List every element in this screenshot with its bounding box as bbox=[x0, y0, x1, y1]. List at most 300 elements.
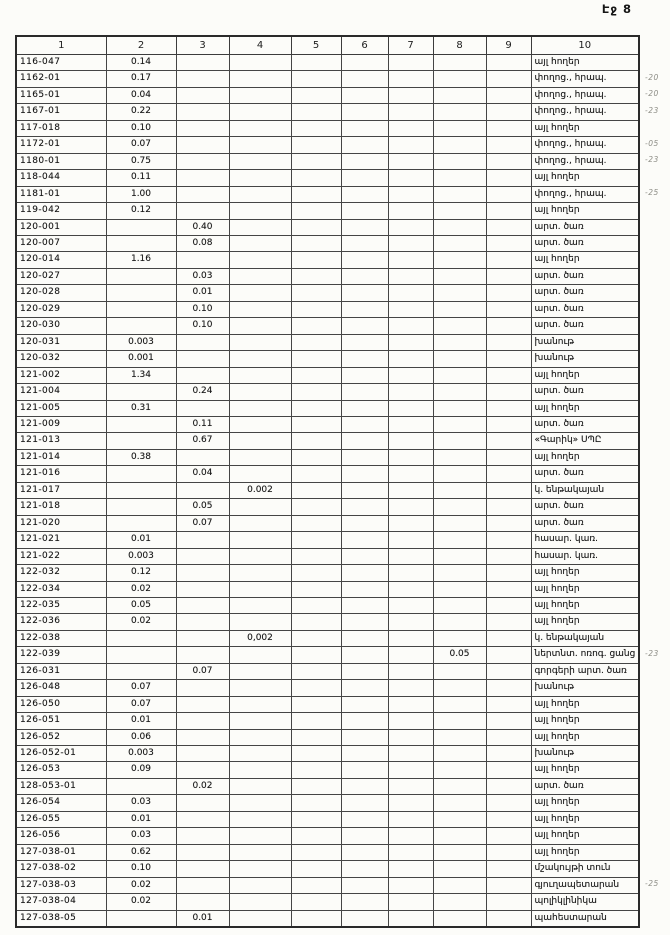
empty-cell bbox=[341, 203, 388, 219]
empty-cell bbox=[388, 120, 433, 136]
parcel-code-cell: 126-055 bbox=[16, 811, 106, 827]
empty-cell bbox=[341, 285, 388, 301]
empty-cell bbox=[341, 120, 388, 136]
empty-cell bbox=[291, 433, 341, 449]
area-value-cell: 0.02 bbox=[106, 877, 176, 893]
empty-cell bbox=[291, 548, 341, 564]
empty-cell bbox=[176, 811, 229, 827]
area-value-cell: 0.31 bbox=[106, 400, 176, 416]
table-row bbox=[16, 186, 639, 202]
area-value-cell: 0.02 bbox=[106, 894, 176, 910]
parcel-code-cell: 120-007 bbox=[16, 235, 106, 251]
empty-cell bbox=[341, 499, 388, 515]
area-value-cell: 0.62 bbox=[106, 844, 176, 860]
empty-cell bbox=[433, 680, 486, 696]
table-row bbox=[16, 71, 639, 87]
landuse-cell: ներտնտ. ոռոգ. ցանց bbox=[531, 647, 639, 663]
empty-cell bbox=[106, 301, 176, 317]
area-value-cell: 0.01 bbox=[176, 285, 229, 301]
empty-cell bbox=[106, 466, 176, 482]
empty-cell bbox=[291, 104, 341, 120]
empty-cell bbox=[176, 71, 229, 87]
empty-cell bbox=[106, 499, 176, 515]
empty-cell bbox=[433, 581, 486, 597]
empty-cell bbox=[486, 367, 531, 383]
table-row bbox=[16, 482, 639, 498]
area-value-cell: 0.03 bbox=[106, 828, 176, 844]
empty-cell bbox=[388, 861, 433, 877]
empty-cell bbox=[486, 153, 531, 169]
empty-cell bbox=[341, 729, 388, 745]
empty-cell bbox=[341, 713, 388, 729]
empty-cell bbox=[486, 219, 531, 235]
empty-cell bbox=[486, 499, 531, 515]
empty-cell bbox=[176, 680, 229, 696]
empty-cell bbox=[176, 828, 229, 844]
empty-cell bbox=[388, 285, 433, 301]
empty-cell bbox=[341, 416, 388, 432]
area-value-cell: 0.02 bbox=[106, 581, 176, 597]
empty-cell bbox=[176, 170, 229, 186]
empty-cell bbox=[176, 630, 229, 646]
area-value-cell: 0.07 bbox=[106, 696, 176, 712]
empty-cell bbox=[433, 87, 486, 103]
empty-cell bbox=[291, 252, 341, 268]
empty-cell bbox=[433, 252, 486, 268]
empty-cell bbox=[433, 795, 486, 811]
landuse-cell: այլ հողեր bbox=[531, 170, 639, 186]
empty-cell bbox=[388, 894, 433, 910]
area-value-cell: 0.10 bbox=[106, 120, 176, 136]
empty-cell bbox=[388, 696, 433, 712]
empty-cell bbox=[229, 663, 291, 679]
empty-cell bbox=[486, 186, 531, 202]
empty-cell bbox=[106, 778, 176, 794]
landuse-cell: արտ. ծառ bbox=[531, 268, 639, 284]
empty-cell bbox=[433, 515, 486, 531]
empty-cell bbox=[433, 400, 486, 416]
area-value-cell: 0.09 bbox=[106, 762, 176, 778]
empty-cell bbox=[388, 499, 433, 515]
empty-cell bbox=[229, 877, 291, 893]
parcel-code-cell: 1165-01 bbox=[16, 87, 106, 103]
area-value-cell: 0.003 bbox=[106, 746, 176, 762]
empty-cell bbox=[433, 910, 486, 927]
landuse-cell: հասար. կառ. bbox=[531, 548, 639, 564]
empty-cell bbox=[291, 828, 341, 844]
table-row bbox=[16, 532, 639, 548]
table-row bbox=[16, 597, 639, 613]
empty-cell bbox=[388, 581, 433, 597]
landuse-cell: արտ. ծառ bbox=[531, 235, 639, 251]
area-value-cell: 0.10 bbox=[176, 301, 229, 317]
empty-cell bbox=[486, 877, 531, 893]
empty-cell bbox=[486, 235, 531, 251]
area-value-cell: 0.01 bbox=[106, 811, 176, 827]
empty-cell bbox=[229, 235, 291, 251]
empty-cell bbox=[176, 894, 229, 910]
empty-cell bbox=[229, 861, 291, 877]
empty-cell bbox=[388, 597, 433, 613]
table-row bbox=[16, 153, 639, 169]
empty-cell bbox=[341, 877, 388, 893]
column-header: 7 bbox=[388, 36, 433, 55]
empty-cell bbox=[341, 186, 388, 202]
empty-cell bbox=[486, 87, 531, 103]
column-header: 3 bbox=[176, 36, 229, 55]
empty-cell bbox=[291, 137, 341, 153]
empty-cell bbox=[229, 71, 291, 87]
empty-cell bbox=[433, 894, 486, 910]
empty-cell bbox=[106, 384, 176, 400]
empty-cell bbox=[433, 696, 486, 712]
parcel-code-cell: 121-013 bbox=[16, 433, 106, 449]
empty-cell bbox=[433, 433, 486, 449]
empty-cell bbox=[341, 565, 388, 581]
empty-cell bbox=[291, 762, 341, 778]
empty-cell bbox=[291, 120, 341, 136]
empty-cell bbox=[486, 384, 531, 400]
empty-cell bbox=[229, 778, 291, 794]
empty-cell bbox=[229, 416, 291, 432]
empty-cell bbox=[433, 334, 486, 350]
empty-cell bbox=[291, 235, 341, 251]
empty-cell bbox=[341, 71, 388, 87]
parcel-code-cell: 126-031 bbox=[16, 663, 106, 679]
empty-cell bbox=[388, 268, 433, 284]
empty-cell bbox=[486, 746, 531, 762]
empty-cell bbox=[176, 351, 229, 367]
area-value-cell: 1.34 bbox=[106, 367, 176, 383]
empty-cell bbox=[341, 861, 388, 877]
empty-cell bbox=[433, 153, 486, 169]
area-value-cell: 0.24 bbox=[176, 384, 229, 400]
empty-cell bbox=[176, 137, 229, 153]
empty-cell bbox=[106, 630, 176, 646]
table-row bbox=[16, 713, 639, 729]
empty-cell bbox=[486, 433, 531, 449]
empty-cell bbox=[229, 186, 291, 202]
empty-cell bbox=[388, 301, 433, 317]
empty-cell bbox=[433, 861, 486, 877]
table-row bbox=[16, 104, 639, 120]
empty-cell bbox=[229, 334, 291, 350]
landuse-cell: այլ հողեր bbox=[531, 713, 639, 729]
empty-cell bbox=[229, 449, 291, 465]
parcel-code-cell: 121-020 bbox=[16, 515, 106, 531]
empty-cell bbox=[291, 877, 341, 893]
landuse-cell: գորգերի արտ. ծառ bbox=[531, 663, 639, 679]
table-row bbox=[16, 811, 639, 827]
landuse-cell: այլ հողեր bbox=[531, 696, 639, 712]
empty-cell bbox=[291, 910, 341, 927]
parcel-code-cell: 126-050 bbox=[16, 696, 106, 712]
area-value-cell: 0.003 bbox=[106, 334, 176, 350]
empty-cell bbox=[433, 844, 486, 860]
empty-cell bbox=[229, 285, 291, 301]
empty-cell bbox=[433, 367, 486, 383]
empty-cell bbox=[229, 597, 291, 613]
empty-cell bbox=[291, 351, 341, 367]
area-value-cell: 0.07 bbox=[106, 680, 176, 696]
empty-cell bbox=[433, 301, 486, 317]
empty-cell bbox=[176, 861, 229, 877]
empty-cell bbox=[291, 532, 341, 548]
empty-cell bbox=[229, 696, 291, 712]
table-row bbox=[16, 170, 639, 186]
empty-cell bbox=[486, 630, 531, 646]
empty-cell bbox=[433, 186, 486, 202]
empty-cell bbox=[486, 301, 531, 317]
empty-cell bbox=[341, 680, 388, 696]
empty-cell bbox=[341, 663, 388, 679]
empty-cell bbox=[291, 811, 341, 827]
empty-cell bbox=[388, 482, 433, 498]
empty-cell bbox=[388, 235, 433, 251]
landuse-cell: այլ հողեր bbox=[531, 449, 639, 465]
empty-cell bbox=[388, 746, 433, 762]
empty-cell bbox=[176, 565, 229, 581]
empty-cell bbox=[291, 219, 341, 235]
table-row bbox=[16, 384, 639, 400]
empty-cell bbox=[341, 614, 388, 630]
page-number: Էջ 8 bbox=[601, 2, 632, 16]
landuse-cell: այլ հողեր bbox=[531, 367, 639, 383]
empty-cell bbox=[388, 729, 433, 745]
parcel-code-cell: 121-018 bbox=[16, 499, 106, 515]
empty-cell bbox=[388, 367, 433, 383]
empty-cell bbox=[486, 482, 531, 498]
column-header: 10 bbox=[531, 36, 639, 55]
empty-cell bbox=[341, 104, 388, 120]
empty-cell bbox=[433, 828, 486, 844]
empty-cell bbox=[433, 268, 486, 284]
empty-cell bbox=[433, 449, 486, 465]
empty-cell bbox=[176, 334, 229, 350]
empty-cell bbox=[341, 778, 388, 794]
area-value-cell: 0.01 bbox=[106, 713, 176, 729]
empty-cell bbox=[388, 137, 433, 153]
parcel-code-cell: 121-014 bbox=[16, 449, 106, 465]
empty-cell bbox=[291, 746, 341, 762]
empty-cell bbox=[229, 219, 291, 235]
handwritten-margin-mark: -23 bbox=[645, 106, 659, 115]
empty-cell bbox=[486, 55, 531, 71]
empty-cell bbox=[341, 351, 388, 367]
empty-cell bbox=[341, 449, 388, 465]
empty-cell bbox=[291, 680, 341, 696]
empty-cell bbox=[229, 120, 291, 136]
landuse-cell: այլ հողեր bbox=[531, 614, 639, 630]
parcel-code-cell: 122-036 bbox=[16, 614, 106, 630]
table-row bbox=[16, 565, 639, 581]
landuse-cell: այլ հողեր bbox=[531, 597, 639, 613]
area-value-cell: 0.14 bbox=[106, 55, 176, 71]
empty-cell bbox=[291, 384, 341, 400]
empty-cell bbox=[341, 268, 388, 284]
empty-cell bbox=[486, 334, 531, 350]
empty-cell bbox=[229, 318, 291, 334]
parcel-code-cell: 120-027 bbox=[16, 268, 106, 284]
empty-cell bbox=[229, 433, 291, 449]
empty-cell bbox=[433, 170, 486, 186]
parcel-code-cell: 122-032 bbox=[16, 565, 106, 581]
table-row bbox=[16, 548, 639, 564]
empty-cell bbox=[106, 235, 176, 251]
table-row bbox=[16, 746, 639, 762]
empty-cell bbox=[291, 268, 341, 284]
table-row bbox=[16, 235, 639, 251]
empty-cell bbox=[388, 334, 433, 350]
empty-cell bbox=[229, 153, 291, 169]
empty-cell bbox=[291, 400, 341, 416]
empty-cell bbox=[341, 844, 388, 860]
empty-cell bbox=[291, 515, 341, 531]
table-row bbox=[16, 55, 639, 71]
landuse-cell: արտ. ծառ bbox=[531, 499, 639, 515]
empty-cell bbox=[486, 828, 531, 844]
empty-cell bbox=[229, 170, 291, 186]
table-row bbox=[16, 252, 639, 268]
landuse-cell: խանութ bbox=[531, 746, 639, 762]
table-row bbox=[16, 844, 639, 860]
empty-cell bbox=[486, 268, 531, 284]
empty-cell bbox=[291, 285, 341, 301]
empty-cell bbox=[291, 170, 341, 186]
empty-cell bbox=[229, 532, 291, 548]
empty-cell bbox=[291, 713, 341, 729]
empty-cell bbox=[388, 548, 433, 564]
table-row bbox=[16, 120, 639, 136]
empty-cell bbox=[486, 729, 531, 745]
empty-cell bbox=[176, 729, 229, 745]
empty-cell bbox=[486, 400, 531, 416]
empty-cell bbox=[388, 680, 433, 696]
empty-cell bbox=[388, 186, 433, 202]
empty-cell bbox=[433, 565, 486, 581]
landuse-cell: խանութ bbox=[531, 351, 639, 367]
landuse-cell: արտ. ծառ bbox=[531, 778, 639, 794]
empty-cell bbox=[291, 449, 341, 465]
area-value-cell: 0.04 bbox=[176, 466, 229, 482]
empty-cell bbox=[291, 894, 341, 910]
table-row bbox=[16, 614, 639, 630]
empty-cell bbox=[229, 828, 291, 844]
parcel-code-cell: 127-038-03 bbox=[16, 877, 106, 893]
empty-cell bbox=[176, 186, 229, 202]
landuse-cell: խանութ bbox=[531, 680, 639, 696]
empty-cell bbox=[291, 186, 341, 202]
empty-cell bbox=[291, 466, 341, 482]
empty-cell bbox=[341, 597, 388, 613]
empty-cell bbox=[388, 219, 433, 235]
empty-cell bbox=[433, 877, 486, 893]
landuse-cell: գյուղապետարան bbox=[531, 877, 639, 893]
area-value-cell: 0.03 bbox=[176, 268, 229, 284]
empty-cell bbox=[388, 532, 433, 548]
empty-cell bbox=[433, 318, 486, 334]
empty-cell bbox=[176, 367, 229, 383]
empty-cell bbox=[106, 318, 176, 334]
empty-cell bbox=[341, 630, 388, 646]
handwritten-margin-mark: -25 bbox=[645, 879, 659, 888]
empty-cell bbox=[486, 449, 531, 465]
landuse-cell: մշակույթի տուն bbox=[531, 861, 639, 877]
empty-cell bbox=[106, 910, 176, 927]
empty-cell bbox=[341, 400, 388, 416]
parcel-code-cell: 118-044 bbox=[16, 170, 106, 186]
empty-cell bbox=[176, 844, 229, 860]
empty-cell bbox=[486, 515, 531, 531]
parcel-code-cell: 121-022 bbox=[16, 548, 106, 564]
table-row bbox=[16, 400, 639, 416]
empty-cell bbox=[433, 762, 486, 778]
empty-cell bbox=[486, 416, 531, 432]
empty-cell bbox=[291, 71, 341, 87]
empty-cell bbox=[341, 318, 388, 334]
empty-cell bbox=[486, 844, 531, 860]
landuse-cell: այլ հողեր bbox=[531, 729, 639, 745]
empty-cell bbox=[341, 515, 388, 531]
empty-cell bbox=[486, 565, 531, 581]
column-header: 1 bbox=[16, 36, 106, 55]
parcel-code-cell: 127-038-05 bbox=[16, 910, 106, 927]
empty-cell bbox=[433, 532, 486, 548]
empty-cell bbox=[291, 203, 341, 219]
empty-cell bbox=[433, 614, 486, 630]
area-value-cell: 0.10 bbox=[106, 861, 176, 877]
area-value-cell: 0.04 bbox=[106, 87, 176, 103]
empty-cell bbox=[388, 351, 433, 367]
parcel-code-cell: 122-038 bbox=[16, 630, 106, 646]
empty-cell bbox=[341, 762, 388, 778]
empty-cell bbox=[229, 367, 291, 383]
empty-cell bbox=[229, 55, 291, 71]
empty-cell bbox=[229, 301, 291, 317]
empty-cell bbox=[229, 614, 291, 630]
empty-cell bbox=[176, 713, 229, 729]
table-row bbox=[16, 318, 639, 334]
column-header: 8 bbox=[433, 36, 486, 55]
column-header: 2 bbox=[106, 36, 176, 55]
empty-cell bbox=[341, 894, 388, 910]
landuse-cell: այլ հողեր bbox=[531, 844, 639, 860]
empty-cell bbox=[388, 663, 433, 679]
empty-cell bbox=[176, 614, 229, 630]
area-value-cell: 0.01 bbox=[176, 910, 229, 927]
area-value-cell: 0.001 bbox=[106, 351, 176, 367]
empty-cell bbox=[486, 778, 531, 794]
parcel-code-cell: 119-042 bbox=[16, 203, 106, 219]
empty-cell bbox=[388, 795, 433, 811]
empty-cell bbox=[486, 581, 531, 597]
empty-cell bbox=[486, 252, 531, 268]
empty-cell bbox=[106, 219, 176, 235]
landuse-cell: փողոց., հրապ. bbox=[531, 87, 639, 103]
empty-cell bbox=[388, 252, 433, 268]
empty-cell bbox=[388, 630, 433, 646]
header-row bbox=[16, 36, 639, 55]
empty-cell bbox=[106, 515, 176, 531]
landuse-cell: այլ հողեր bbox=[531, 762, 639, 778]
empty-cell bbox=[341, 795, 388, 811]
landuse-cell: «Գարիկ» ՍՊԸ bbox=[531, 433, 639, 449]
empty-cell bbox=[176, 795, 229, 811]
landuse-cell: արտ. ծառ bbox=[531, 318, 639, 334]
empty-cell bbox=[291, 334, 341, 350]
table-row bbox=[16, 696, 639, 712]
empty-cell bbox=[388, 778, 433, 794]
